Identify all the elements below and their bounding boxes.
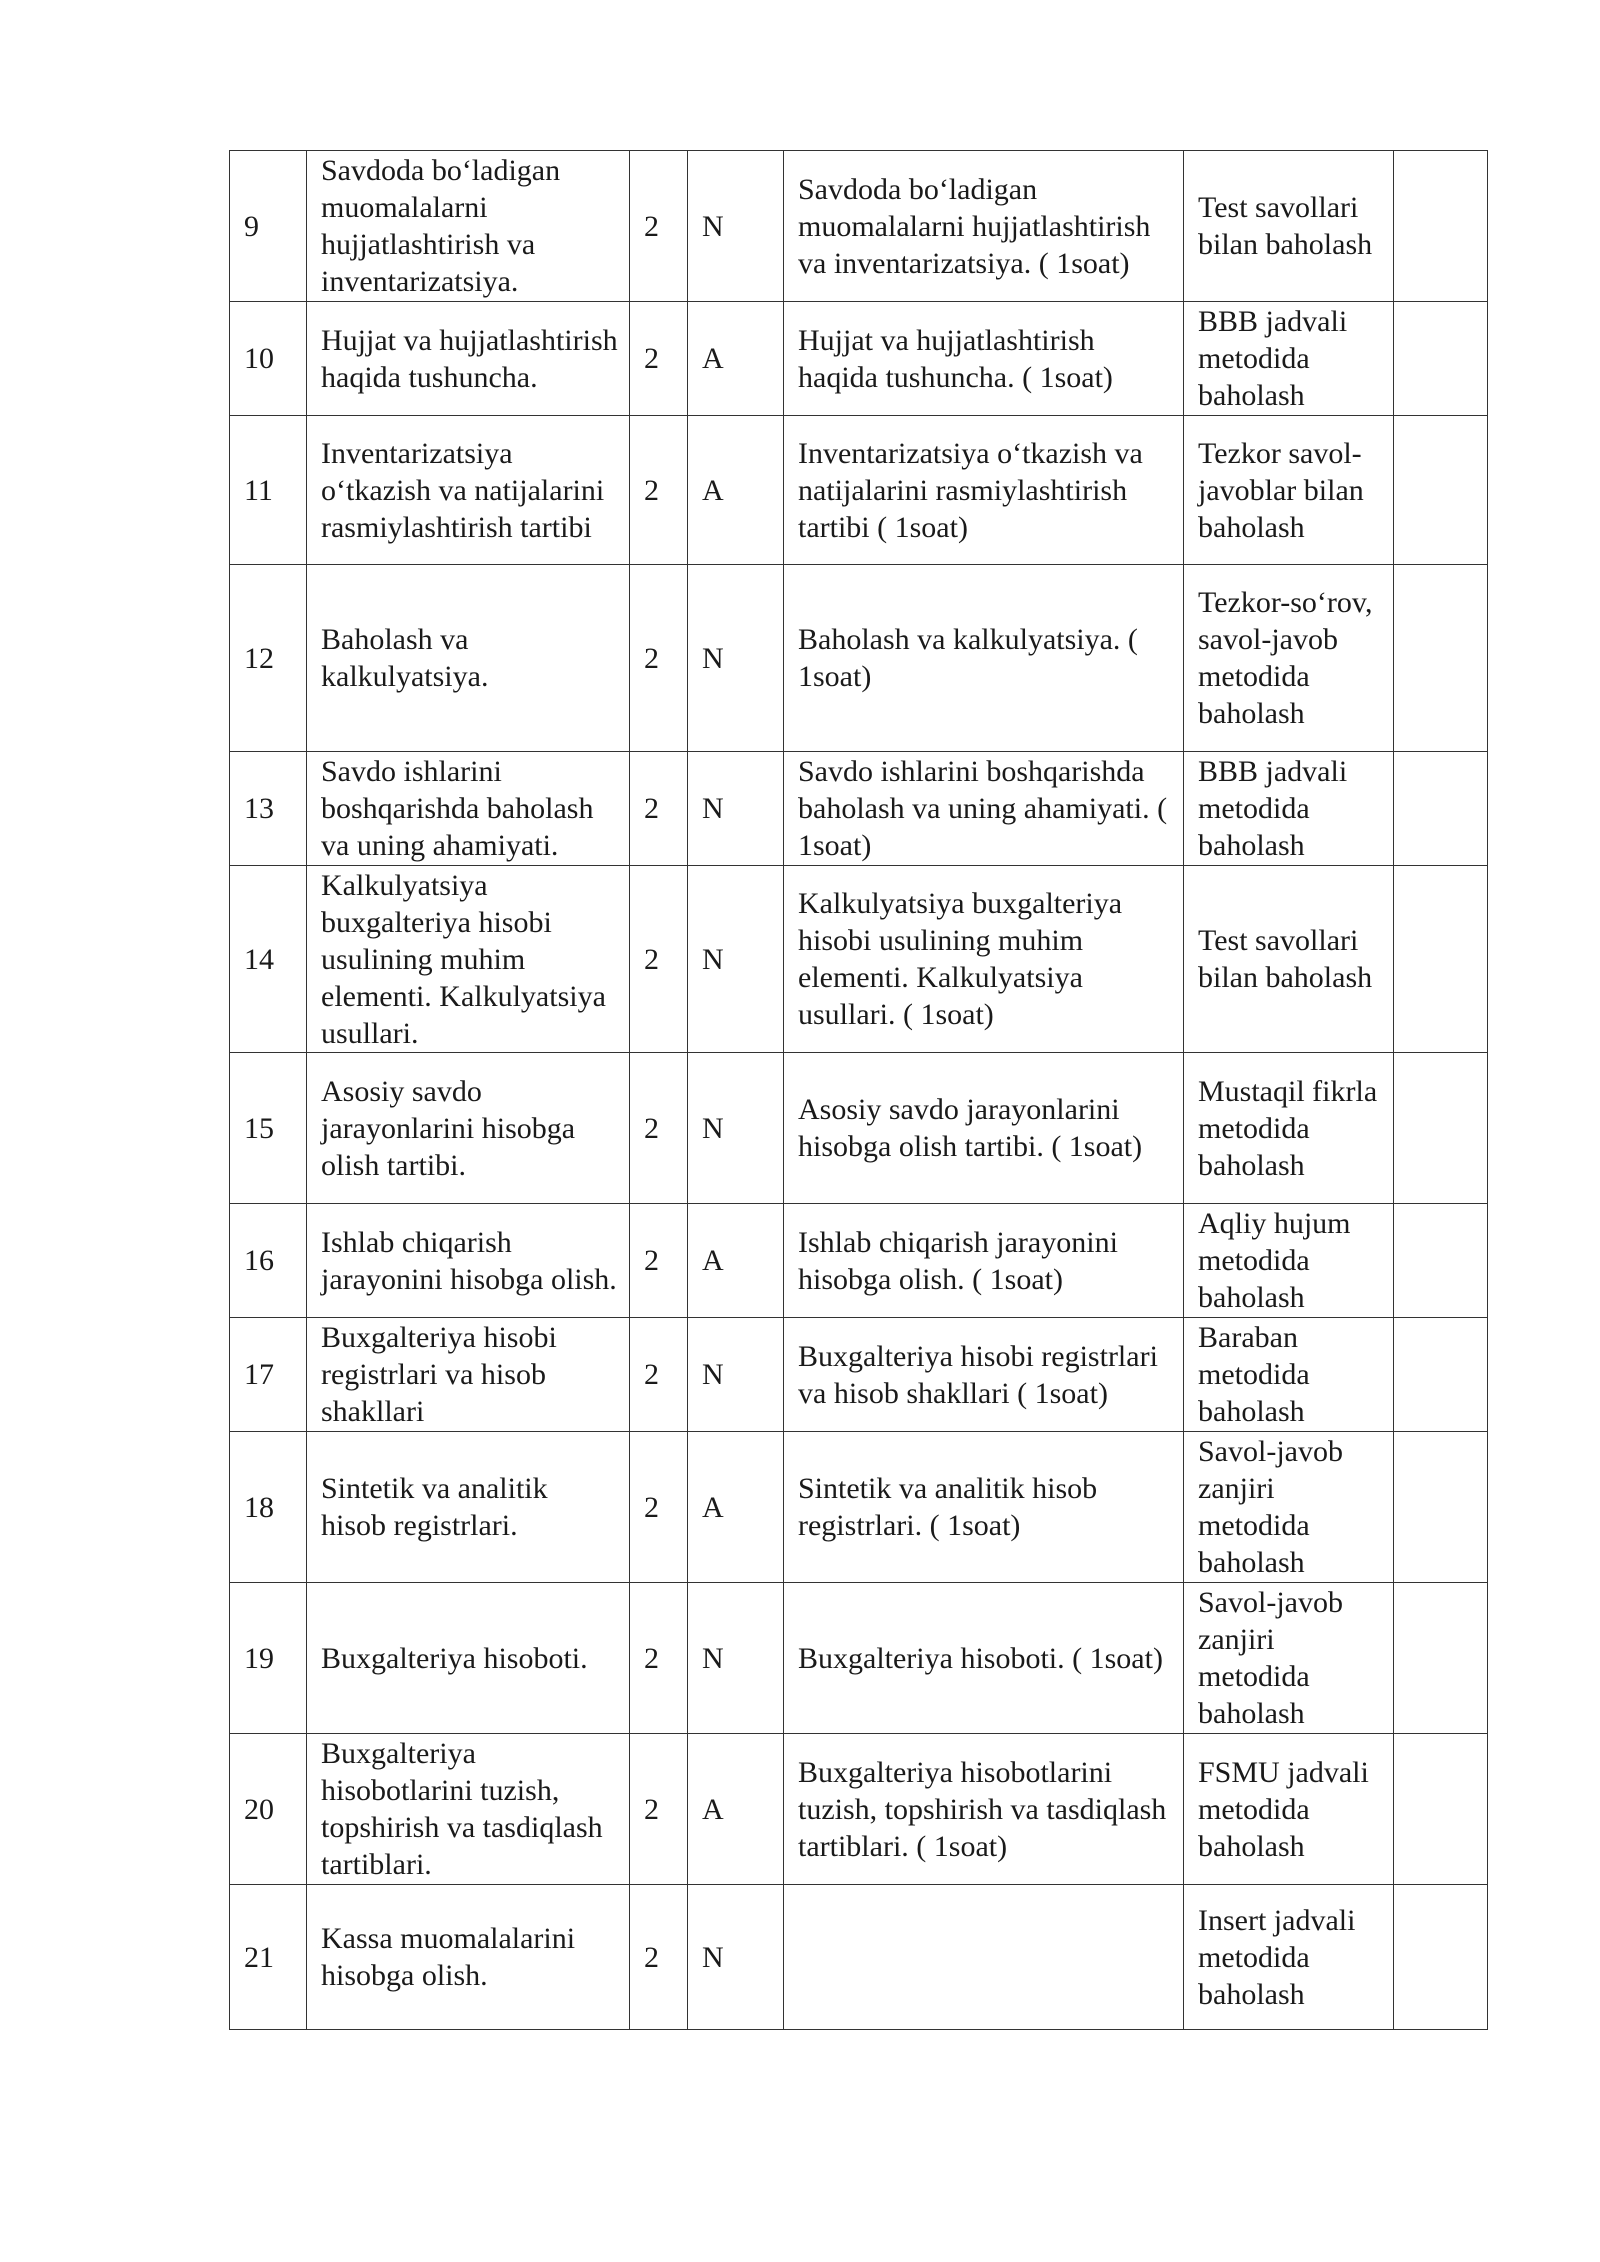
hours-cell: 2 [630, 565, 688, 752]
notes-cell [1394, 752, 1488, 866]
topic-cell: Kalkulyatsiya buxgalteriya hisobi usulining muhim elementi. Kalkulyatsiya usullari. [307, 866, 630, 1053]
topic-cell: Buxgalteriya hisobi registrlari va hisob shakllari [307, 1318, 630, 1432]
evaluation-method-cell: Insert jadvali metodida baholash [1184, 1885, 1394, 2030]
row-number-cell: 11 [230, 416, 307, 565]
notes-cell [1394, 1885, 1488, 2030]
lesson-type-cell: A [688, 1204, 784, 1318]
notes-cell [1394, 416, 1488, 565]
row-number-cell: 19 [230, 1583, 307, 1734]
lesson-plan-body [230, 151, 1488, 2030]
row-number-cell: 15 [230, 1053, 307, 1204]
description-cell: Baholash va kalkulyatsiya. ( 1soat) [784, 565, 1184, 752]
evaluation-method-cell: FSMU jadvali metodida baholash [1184, 1734, 1394, 1885]
evaluation-method-cell: Baraban metodida baholash [1184, 1318, 1394, 1432]
evaluation-method-cell: Aqliy hujum metodida baholash [1184, 1204, 1394, 1318]
description-cell: Savdo ishlarini boshqarishda baholash va uning ahamiyati. ( 1soat) [784, 752, 1184, 866]
notes-cell [1394, 302, 1488, 416]
table-row [230, 1053, 1488, 1204]
table-row [230, 752, 1488, 866]
notes-cell [1394, 1432, 1488, 1583]
hours-cell: 2 [630, 866, 688, 1053]
lesson-type-cell: A [688, 302, 784, 416]
hours-cell: 2 [630, 752, 688, 866]
description-cell: Ishlab chiqarish jarayonini hisobga olish. ( 1soat) [784, 1204, 1184, 1318]
row-number-cell: 16 [230, 1204, 307, 1318]
evaluation-method-cell: Savol-javob zanjiri metodida baholash [1184, 1583, 1394, 1734]
topic-cell: Savdoda bo‘ladigan muomalalarni hujjatlashtirish va inventarizatsiya. [307, 151, 630, 302]
notes-cell [1394, 866, 1488, 1053]
lesson-type-cell: N [688, 1053, 784, 1204]
evaluation-method-cell: Test savollari bilan baholash [1184, 151, 1394, 302]
notes-cell [1394, 565, 1488, 752]
evaluation-method-cell: Tezkor-so‘rov, savol-javob metodida baholash [1184, 565, 1394, 752]
notes-cell [1394, 1053, 1488, 1204]
notes-cell [1394, 1204, 1488, 1318]
description-cell: Kalkulyatsiya buxgalteriya hisobi usulining muhim elementi. Kalkulyatsiya usullari. ( 1soat) [784, 866, 1184, 1053]
description-cell: Hujjat va hujjatlashtirish haqida tushuncha. ( 1soat) [784, 302, 1184, 416]
topic-cell: Buxgalteriya hisoboti. [307, 1583, 630, 1734]
table-row [230, 1318, 1488, 1432]
evaluation-method-cell: Mustaqil fikrla metodida baholash [1184, 1053, 1394, 1204]
lesson-type-cell: N [688, 1583, 784, 1734]
topic-cell: Inventarizatsiya o‘tkazish va natijalarini rasmiylashtirish tartibi [307, 416, 630, 565]
lesson-plan-table [229, 150, 1488, 2030]
table-row [230, 565, 1488, 752]
hours-cell: 2 [630, 1053, 688, 1204]
table-row [230, 1885, 1488, 2030]
hours-cell: 2 [630, 302, 688, 416]
row-number-cell: 9 [230, 151, 307, 302]
notes-cell [1394, 151, 1488, 302]
description-cell: Buxgalteriya hisoboti. ( 1soat) [784, 1583, 1184, 1734]
hours-cell: 2 [630, 1432, 688, 1583]
description-cell: Buxgalteriya hisobotlarini tuzish, topshirish va tasdiqlash tartiblari. ( 1soat) [784, 1734, 1184, 1885]
description-cell [784, 1885, 1184, 2030]
lesson-type-cell: N [688, 565, 784, 752]
topic-cell: Asosiy savdo jarayonlarini hisobga olish tartibi. [307, 1053, 630, 1204]
notes-cell [1394, 1583, 1488, 1734]
hours-cell: 2 [630, 1885, 688, 2030]
table-row [230, 1734, 1488, 1885]
hours-cell: 2 [630, 1583, 688, 1734]
table-row [230, 151, 1488, 302]
row-number-cell: 14 [230, 866, 307, 1053]
row-number-cell: 18 [230, 1432, 307, 1583]
notes-cell [1394, 1734, 1488, 1885]
topic-cell: Kassa muomalalarini hisobga olish. [307, 1885, 630, 2030]
hours-cell: 2 [630, 151, 688, 302]
lesson-type-cell: N [688, 1885, 784, 2030]
lesson-type-cell: A [688, 416, 784, 565]
hours-cell: 2 [630, 1204, 688, 1318]
row-number-cell: 10 [230, 302, 307, 416]
row-number-cell: 20 [230, 1734, 307, 1885]
hours-cell: 2 [630, 1734, 688, 1885]
evaluation-method-cell: BBB jadvali metodida baholash [1184, 302, 1394, 416]
row-number-cell: 12 [230, 565, 307, 752]
description-cell: Inventarizatsiya o‘tkazish va natijalarini rasmiylashtirish tartibi ( 1soat) [784, 416, 1184, 565]
description-cell: Sintetik va analitik hisob registrlari. ( 1soat) [784, 1432, 1184, 1583]
description-cell: Buxgalteriya hisobi registrlari va hisob shakllari ( 1soat) [784, 1318, 1184, 1432]
notes-cell [1394, 1318, 1488, 1432]
row-number-cell: 17 [230, 1318, 307, 1432]
topic-cell: Ishlab chiqarish jarayonini hisobga olish. [307, 1204, 630, 1318]
topic-cell: Buxgalteriya hisobotlarini tuzish, topshirish va tasdiqlash tartiblari. [307, 1734, 630, 1885]
table-row [230, 416, 1488, 565]
topic-cell: Hujjat va hujjatlashtirish haqida tushuncha. [307, 302, 630, 416]
lesson-type-cell: N [688, 151, 784, 302]
table-row [230, 1583, 1488, 1734]
lesson-type-cell: A [688, 1432, 784, 1583]
table-row [230, 1204, 1488, 1318]
row-number-cell: 13 [230, 752, 307, 866]
description-cell: Asosiy savdo jarayonlarini hisobga olish tartibi. ( 1soat) [784, 1053, 1184, 1204]
table-row [230, 302, 1488, 416]
hours-cell: 2 [630, 1318, 688, 1432]
table-row [230, 866, 1488, 1053]
hours-cell: 2 [630, 416, 688, 565]
topic-cell: Savdo ishlarini boshqarishda baholash va uning ahamiyati. [307, 752, 630, 866]
topic-cell: Baholash va kalkulyatsiya. [307, 565, 630, 752]
row-number-cell: 21 [230, 1885, 307, 2030]
lesson-type-cell: N [688, 866, 784, 1053]
lesson-type-cell: A [688, 1734, 784, 1885]
topic-cell: Sintetik va analitik hisob registrlari. [307, 1432, 630, 1583]
table-row [230, 1432, 1488, 1583]
evaluation-method-cell: Test savollari bilan baholash [1184, 866, 1394, 1053]
evaluation-method-cell: Tezkor savol-javoblar bilan baholash [1184, 416, 1394, 565]
evaluation-method-cell: BBB jadvali metodida baholash [1184, 752, 1394, 866]
evaluation-method-cell: Savol-javob zanjiri metodida baholash [1184, 1432, 1394, 1583]
description-cell: Savdoda bo‘ladigan muomalalarni hujjatlashtirish va inventarizatsiya. ( 1soat) [784, 151, 1184, 302]
lesson-type-cell: N [688, 1318, 784, 1432]
lesson-type-cell: N [688, 752, 784, 866]
